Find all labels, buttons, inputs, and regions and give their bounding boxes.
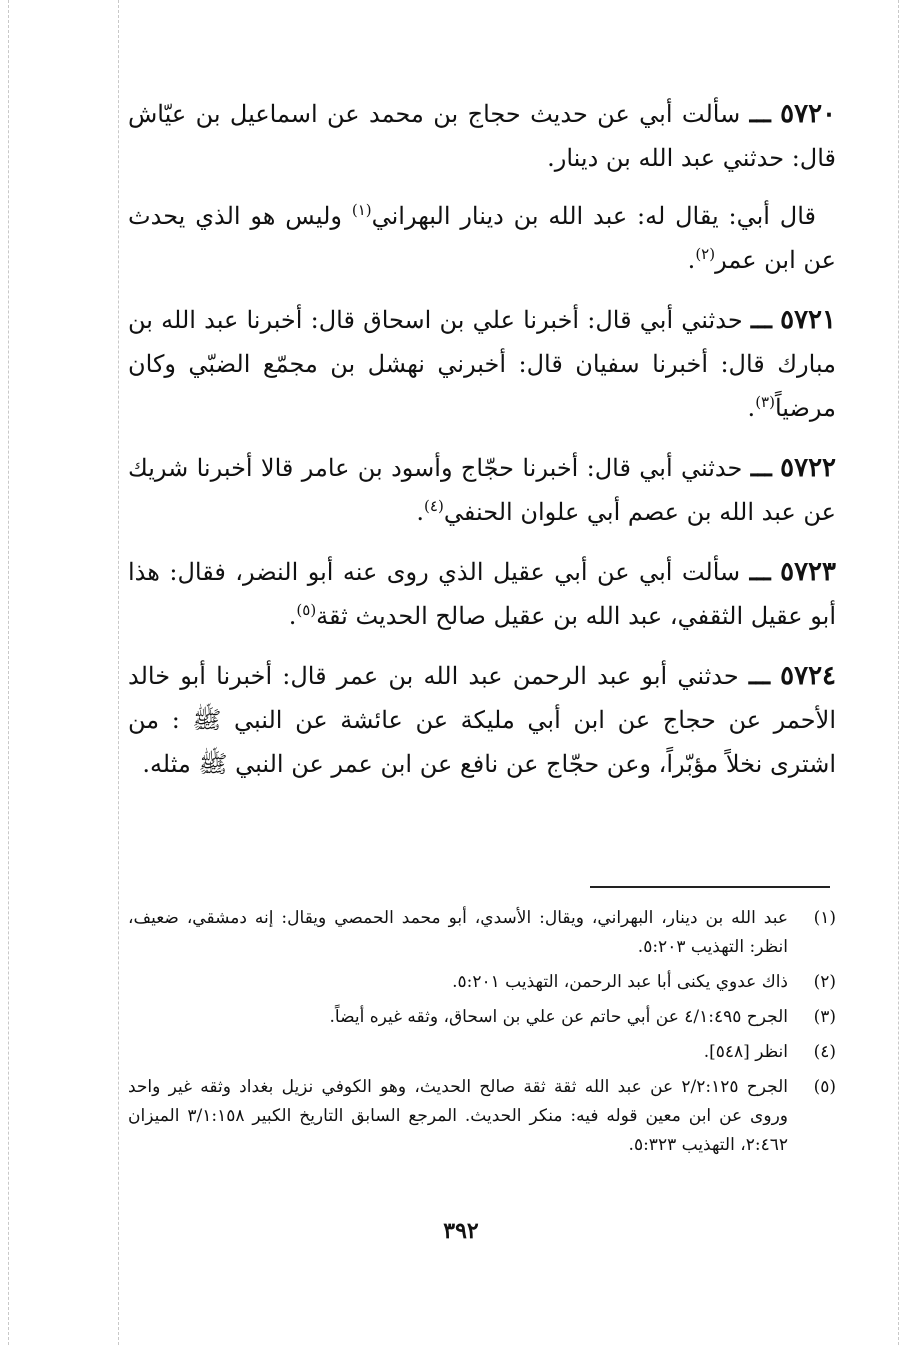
scan-margin-line-right xyxy=(898,0,899,1345)
entry-5722 xyxy=(128,446,836,534)
entry-text: قال أبي: يقال له: عبد الله بن دينار البهراني xyxy=(371,202,816,230)
entry-dash: ـــ xyxy=(748,661,770,690)
footnote-reference: (٣) xyxy=(755,393,775,411)
scan-margin-line-left xyxy=(8,0,9,1345)
footnote-text: عبد الله بن دينار، البهراني، ويقال: الأسدي، أبو محمد الحمصي ويقال: إنه دمشقي، ضعيف، انظر: التهذيب ٥:٢٠٣. xyxy=(128,908,788,957)
footnote-reference: (٢) xyxy=(695,245,716,263)
entry-text: وليس هو الذي يحدث عن ابن عمر xyxy=(128,202,836,274)
footnote-reference: (٤) xyxy=(424,497,444,515)
footnote-divider xyxy=(590,886,830,888)
footnote-text: الجرح ٢/٢:١٢٥ عن عبد الله ثقة ثقة صالح الحديث، وهو الكوفي نزيل بغداد وثقه غير واحد وروى عن ابن معين قوله فيه: منكر الحديث. المرجع السابق التاريخ الكبير ٣/١:١٥٨ الميزان ٢:٤٦٢، التهذيب ٥:٣٢٣. xyxy=(128,1077,788,1155)
entry-paragraph xyxy=(128,446,836,534)
entry-number: ٥٧٢٠ xyxy=(780,99,836,129)
footnote-number: (٤) xyxy=(813,1042,836,1062)
entry-paragraph xyxy=(128,550,836,638)
entry-dash: ـــ xyxy=(750,453,772,482)
entry-text: حدثني أبي قال: أخبرنا حجّاج وأسود بن عامر قالا أخبرنا شريك عن عبد الله بن عصم أبي علوان الحنفي xyxy=(128,454,836,526)
scan-margin-line-left-inner xyxy=(118,0,119,1345)
entry-text: سألت أبي عن حديث حجاج بن محمد عن اسماعيل بن عيّاش قال: حدثني عبد الله بن دينار. xyxy=(128,100,836,172)
page-number: ٣٩٢ xyxy=(443,1218,479,1244)
entry-text: حدثني أبي قال: أخبرنا علي بن اسحاق قال: أخبرنا عبد الله بن مبارك قال: أخبرنا سفيان قال: أخبرني نهشل بن مجمّع الضبّي وكان مرضياً xyxy=(128,306,836,422)
footnote-number: (٢) xyxy=(813,972,836,992)
entry-paragraph xyxy=(128,298,836,430)
footnote-item xyxy=(128,1003,836,1032)
footnotes xyxy=(128,904,836,1166)
entry-paragraph xyxy=(128,92,836,180)
footnote-number: (٥) xyxy=(813,1077,836,1097)
footnote-number: (١) xyxy=(813,908,836,928)
entry-5721 xyxy=(128,298,836,430)
entry-number: ٥٧٢١ xyxy=(780,305,836,335)
footnote-item xyxy=(128,1038,836,1067)
footnote-number: (٣) xyxy=(813,1007,836,1027)
entry-text: سألت أبي عن أبي عقيل الذي روى عنه أبو النضر، فقال: هذا أبو عقيل الثقفي، عبد الله بن عقيل صالح الحديث ثقة xyxy=(128,558,836,630)
entry-dash: ـــ xyxy=(749,557,771,586)
entry-paragraph xyxy=(128,654,836,786)
entry-number: ٥٧٢٣ xyxy=(780,557,836,587)
entry-text: . xyxy=(416,498,425,526)
entry-text: . xyxy=(747,394,756,422)
entry-5723 xyxy=(128,550,836,638)
entry-text: حدثني أبو عبد الرحمن عبد الله بن عمر قال: أخبرنا أبو خالد الأحمر عن حجاج عن ابن أبي مليكة عن عائشة عن النبي ﷺ : من اشترى نخلاً مؤبّراً، وعن حجّاج عن نافع عن ابن عمر عن النبي ﷺ مثله. xyxy=(128,662,836,778)
footnote-text: الجرح ٤/١:٤٩٥ عن أبي حاتم عن علي بن اسحاق، وثقه غيره أيضاً. xyxy=(329,1007,788,1027)
footnote-text: ذاك عدوي يكنى أبا عبد الرحمن، التهذيب ٥:٢٠١. xyxy=(452,972,788,992)
entry-text: . xyxy=(288,602,297,630)
entry-text: . xyxy=(687,246,696,274)
entry-dash: ـــ xyxy=(750,305,772,334)
page-body xyxy=(128,92,836,802)
footnote-item xyxy=(128,968,836,997)
footnote-reference: (٥) xyxy=(296,601,317,619)
entry-number: ٥٧٢٢ xyxy=(780,453,836,483)
entry-dash: ـــ xyxy=(749,99,771,128)
footnote-text: انظر [٥٤٨]. xyxy=(703,1042,788,1062)
entry-5724 xyxy=(128,654,836,786)
footnote-item xyxy=(128,904,836,962)
footnote-item xyxy=(128,1073,836,1160)
entry-paragraph xyxy=(128,194,836,282)
footnote-reference: (١) xyxy=(351,201,372,219)
entry-number: ٥٧٢٤ xyxy=(780,661,836,691)
entry-5720 xyxy=(128,92,836,282)
